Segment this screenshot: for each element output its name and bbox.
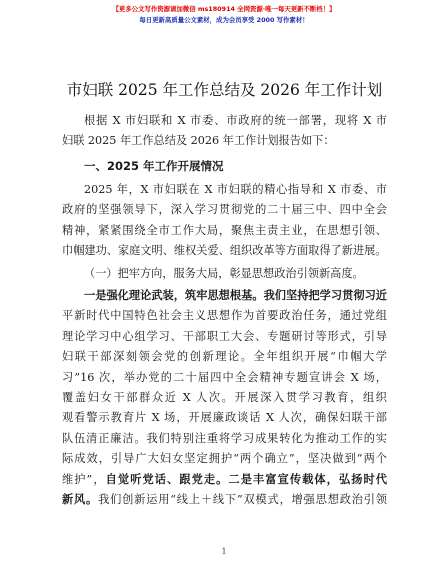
p2-line-9: 际成效，引导广大妇女坚定拥护“两个确立”，坚决做到“两个 — [62, 452, 387, 466]
p2-line-6: 覆盖妇女干部群众近 X 人次。开展深入贯学习教育，组织 — [62, 390, 387, 404]
document-title: 市妇联 2025 年工作总结及 2026 年工作计划 — [66, 81, 383, 99]
paragraph-1 — [62, 180, 387, 262]
p2-tail-bold-2: 二是丰富宣传载体，弘扬时代 — [228, 472, 387, 486]
p2-line-8: 队伍清正廉洁。我们特别注重将学习成果转化为推动工作的实 — [62, 431, 387, 445]
intro-paragraph — [62, 111, 387, 152]
p2-lead-bold: 一是强化理论武装，筑牢思想根基。 — [84, 289, 264, 302]
p2-tail-start: 维护”， — [62, 472, 106, 486]
p1-line-3: 精神，紧紧围绕全市工作大局，聚焦主责主业，在思想引领、 — [62, 223, 387, 237]
p1-line-2: 政府的坚强领导下，深入学习贯彻党的二十届三中、四中全会 — [62, 203, 387, 217]
p3-start-bold: 新风。 — [62, 492, 99, 506]
p2-lead-rest: 我们坚持把学习贯彻习近 — [263, 289, 387, 302]
promo-banner-line-1: 【更多公文写作资源请加微信 ms180914 全网资源·唯一每天更新不断档！】 — [112, 5, 336, 13]
p2-line-7: 观看警示教育片 X 场，开展廉政谈话 X 人次，确保妇联干部 — [62, 411, 387, 425]
section-heading-1: 一、2025 年工作开展情况 — [84, 159, 224, 173]
p1-line-4: 巾帼建功、家庭文明、维权关爱、组织改革等方面取得了新进展。 — [62, 244, 387, 258]
p1-line-1: 2025 年，X 市妇联在 X 市妇联的精心指导和 X 市委、市 — [84, 183, 387, 196]
p2-line-5: 习”16 次，举办党的二十届四中全会精神专题宣讲会 X 场， — [62, 370, 387, 384]
promo-banner-line-2: 每日更新高质量公文素材，成为会员享受 2000 写作素材！ — [139, 16, 309, 24]
promo-banner — [0, 4, 448, 26]
p2-line-4: 妇联干部深刻领会党的创新理论。全年组织开展“巾帼大学 — [62, 350, 387, 364]
p2-line-10 — [62, 470, 387, 490]
intro-line-2: 妇联 2025 年工作总结及 2026 年工作计划报告如下： — [62, 134, 335, 148]
subsection-heading-1: （一）把牢方向，服务大局，彰显思想政治引领新高度。 — [84, 267, 364, 280]
p2-line-3: 理论学习中心组学习、干部职工大会、专题研讨等形式，引导 — [62, 329, 387, 343]
p2-line-1 — [62, 286, 387, 306]
intro-line-1: 根据 X 市妇联和 X 市委、市政府的统一部署，现将 X 市 — [84, 114, 387, 127]
page-number: 1 — [221, 547, 227, 556]
p2-line-11 — [62, 490, 387, 510]
paragraph-2 — [62, 286, 387, 510]
p2-line-2: 平新时代中国特色社会主义思想作为首要政治任务，通过党组 — [62, 309, 387, 323]
p3-rest: 我们创新运用“线上＋线下”双模式，增强思想政治引领 — [98, 492, 387, 506]
p2-tail-bold-1: 自觉听党话、跟党走。 — [105, 472, 229, 486]
